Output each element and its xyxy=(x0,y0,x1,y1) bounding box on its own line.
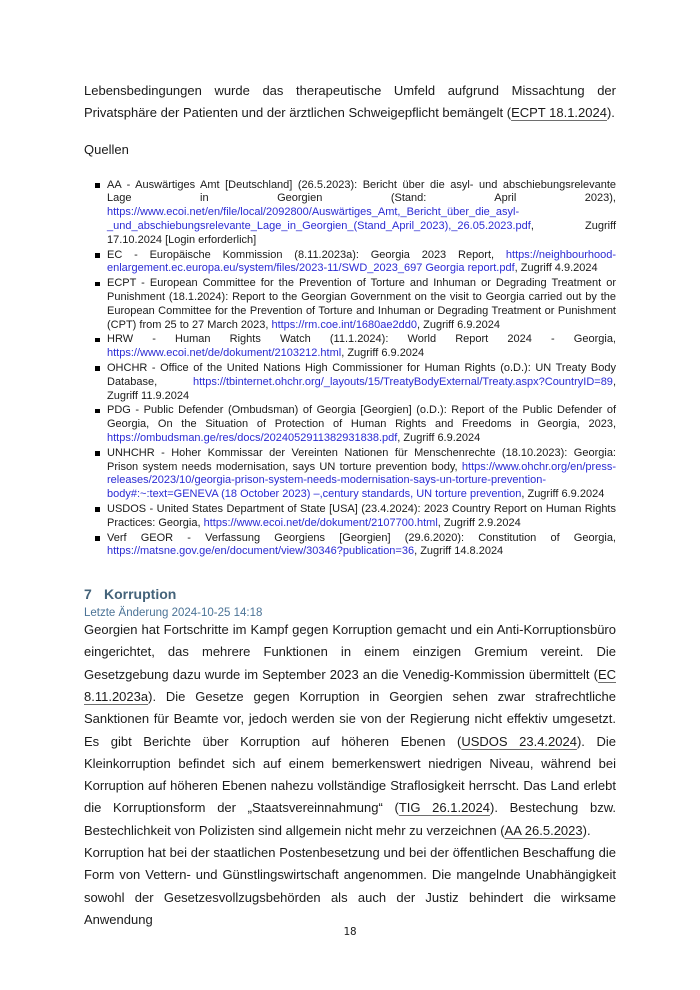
page-number: 18 xyxy=(343,925,357,938)
paragraph-text: ). xyxy=(606,105,615,121)
source-item xyxy=(107,532,616,560)
source-item xyxy=(107,277,616,332)
source-item xyxy=(107,179,616,248)
section-title: Korruption xyxy=(104,586,177,603)
source-link[interactable]: https://www.ecoi.net/en/file/local/2092800/Auswärtiges_Amt,_Bericht_über_die_asyl-_und_abschiebungsrelevante_Lage_in_Georgien_(Stand_April_2023),_26.05.2023.pdf xyxy=(107,206,531,232)
source-text: , Zugriff 2.9.2024 xyxy=(437,516,521,529)
source-link[interactable]: https://www.ohchr.org/en/press-releases/2023/10/georgia-prison-system-needs-modernisation-says-un-torture-prevention-body#:~:text=GENEVA (18 October 2023) –,century standards, UN torture prevention xyxy=(107,460,616,501)
source-text: HRW - Human Rights Watch (11.1.2024): World Report 2024 - Georgia, xyxy=(107,333,616,346)
source-link[interactable]: https://www.ecoi.net/de/dokument/2107700.html xyxy=(203,516,438,529)
source-text: ECPT - European Committee for the Prevention of Torture and Inhuman or Degrading Treatment or Punishment (18.1.2024): Report to the Georgian Government on the visit to Georgia carried out by the European Committee for the Prevention of Torture and Inhuman or Degrading Treatment or Punishment (CPT) from 25 to 27 March 2023, xyxy=(107,277,616,331)
paragraph-text: Lebensbedingungen wurde das therapeutische Umfeld aufgrund Missachtung der Privatsphäre der Patienten und der ärztlichen Schweigepflicht bemängelt ( xyxy=(84,83,616,121)
reference-link[interactable]: AA 26.5.2023 xyxy=(504,822,583,838)
reference-link[interactable]: TIG 26.1.2024 xyxy=(398,800,490,816)
source-item xyxy=(107,503,616,531)
paragraph-text: ). Die Gesetze gegen Korruption in Georgien sehen zwar strafrechtliche Sanktionen für Beamte vor, jedoch werden sie von der Regierung nicht effektiv umgesetzt. Es gibt Berichte über Korruption auf höheren Ebenen ( xyxy=(84,689,616,749)
source-item xyxy=(107,404,616,445)
source-text: USDOS - United States Department of State [USA] (23.4.2024): 2023 Country Report on Human Rights Practices: Georgia, xyxy=(107,502,616,529)
last-modified: Letzte Änderung 2024-10-25 14:18 xyxy=(84,607,263,620)
source-link[interactable]: https://matsne.gov.ge/en/document/view/30346?publication=36 xyxy=(107,545,415,558)
source-link[interactable]: https://neighbourhood-enlargement.ec.europa.eu/system/files/2023-11/SWD_2023_697 Georgia report.pdf xyxy=(107,248,616,275)
source-link[interactable]: https://rm.coe.int/1680ae2dd0 xyxy=(271,318,417,331)
source-text: , Zugriff 6.9.2024 xyxy=(417,318,500,331)
source-link[interactable]: https://www.ecoi.net/de/dokument/2103212.html xyxy=(107,347,342,360)
section-heading xyxy=(84,586,616,602)
paragraph-korruption-2: Korruption hat bei der staatlichen Postenbesetzung und bei der öffentlichen Beschaffung die Form von Vettern- und Günstlingswirtschaft angenommen. Die mangelnde Unabhängigkeit sowohl der Gesetzesvollzugsbehörden als auch der Justiz behindert die wirksame Anwendung xyxy=(84,845,616,927)
source-text: , Zugriff 6.9.2024 xyxy=(521,488,605,501)
source-text: Verf GEOR - Verfassung Georgiens [Georgien] (29.6.2020): Constitution of Georgia, xyxy=(107,531,616,544)
source-item xyxy=(107,362,616,403)
paragraph-text: ). xyxy=(582,822,591,838)
source-text: AA - Auswärtiges Amt [Deutschland] (26.5.2023): Bericht über die asyl- und abschiebungsrelevante Lage in Georgien (Stand: April 2023), xyxy=(107,178,616,205)
source-item xyxy=(107,447,616,502)
source-item xyxy=(107,333,616,361)
source-text: , Zugriff 6.9.2024 xyxy=(341,347,425,360)
paragraph-korruption-1 xyxy=(84,619,616,842)
sources-list xyxy=(84,179,616,560)
paragraph-text: ). Bestechung bzw. Bestechlichkeit von Polizisten sind allgemein nicht mehr zu verzeichnen ( xyxy=(84,800,616,838)
source-text: EC - Europäische Kommission (8.11.2023a): Georgia 2023 Report, xyxy=(107,248,506,261)
paragraph-text: Georgien hat Fortschritte im Kampf gegen Korruption gemacht und ein Anti-Korruptionsbüro eingerichtet, das mehrere Funktionen in einem einzigen Gremium vereint. Die Gesetzgebung dazu wurde im September 2023 an die Venedig-Kommission übermittelt ( xyxy=(84,622,616,682)
paragraph-text: ). Die Kleinkorruption befindet sich auf einem bemerkenswert niedrigen Niveau, während bei Korruption auf höheren Ebenen nahezu vollständige Straflosigkeit herrscht. Das Land erlebt die Korruptionsform der „Staatsvereinnahmung“ ( xyxy=(84,733,616,816)
source-text: UNHCHR - Hoher Kommissar der Vereinten Nationen für Menschenrechte (18.10.2023): Georgia: Prison system needs modernisation, says UN torture prevention body, xyxy=(107,446,616,473)
source-text: , Zugriff 17.10.2024 [Login erforderlich] xyxy=(107,219,616,246)
source-text: , Zugriff 6.9.2024 xyxy=(397,431,481,444)
source-text: , Zugriff 11.9.2024 xyxy=(107,375,616,402)
source-text: , Zugriff 4.9.2024 xyxy=(514,262,598,275)
source-link[interactable]: https://tbinternet.ohchr.org/_layouts/15/TreatyBodyExternal/Treaty.aspx?CountryID=89 xyxy=(192,375,613,388)
reference-link[interactable]: USDOS 23.4.2024 xyxy=(461,733,577,749)
source-item xyxy=(107,249,616,277)
source-text: PDG - Public Defender (Ombudsman) of Georgia [Georgien] (o.D.): Report of the Public Defender of Georgia, On the Situation of Protection of Human Rights and Freedoms in Georgia, 2023, xyxy=(107,404,616,431)
source-text: OHCHR - Office of the United Nations High Commissioner for Human Rights (o.D.): UN Treaty Body Database, xyxy=(107,361,616,388)
reference-link[interactable]: ECPT 18.1.2024 xyxy=(511,105,607,121)
source-text: , Zugriff 14.8.2024 xyxy=(414,545,504,558)
sources-heading: Quellen xyxy=(84,141,129,157)
reference-link[interactable]: EC 8.11.2023a xyxy=(84,666,616,704)
section-number: 7 xyxy=(84,586,92,603)
paragraph-intro xyxy=(84,80,616,125)
source-link[interactable]: https://ombudsman.ge/res/docs/2024052911382931838.pdf xyxy=(107,431,398,444)
